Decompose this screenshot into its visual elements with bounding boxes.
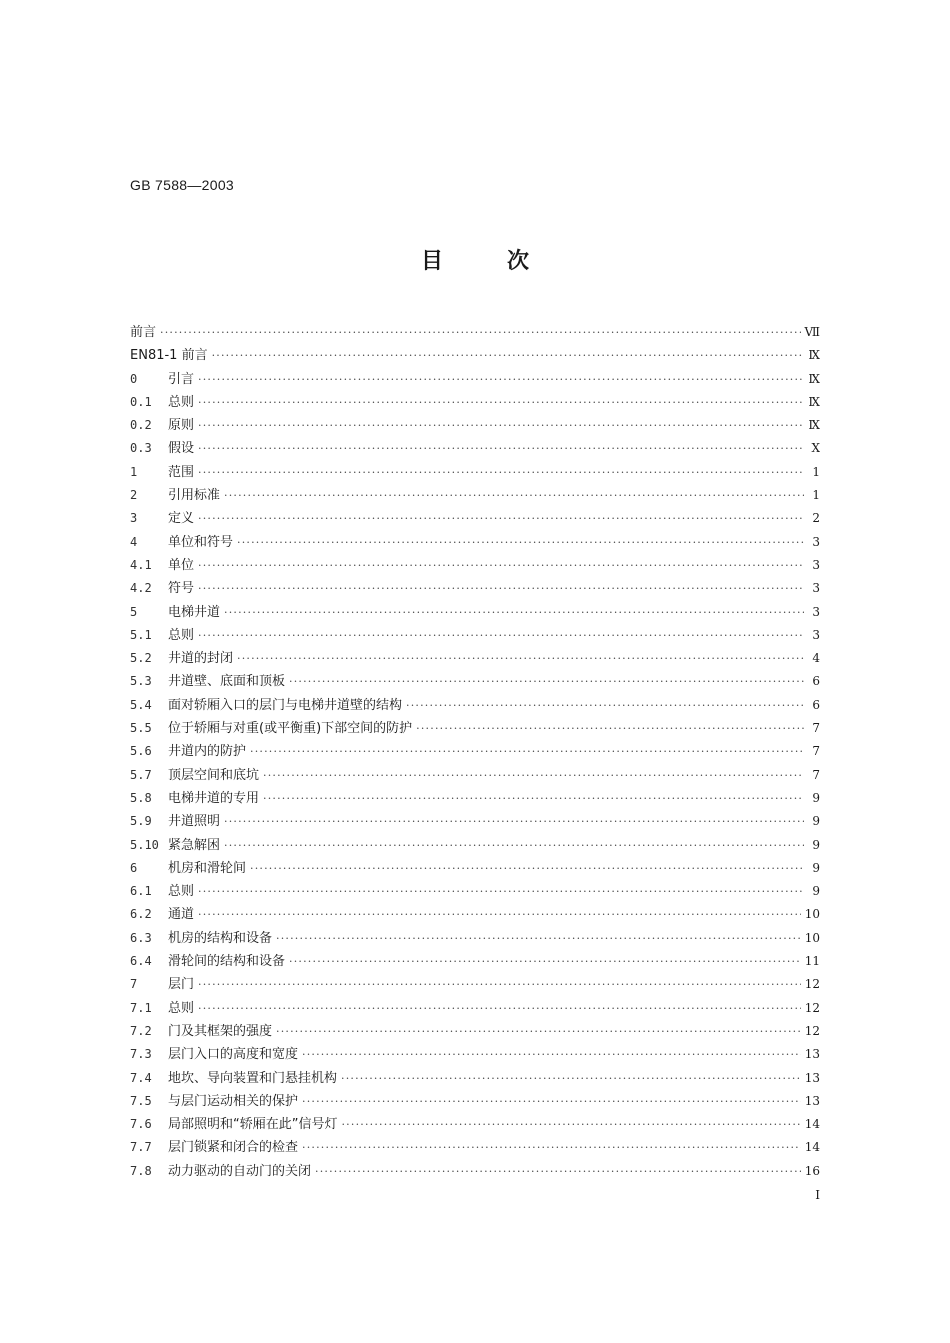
toc-entry-number: 5.5 [130, 721, 152, 736]
toc-entry[interactable] [130, 764, 820, 787]
toc-entry-label: 门及其框架的强度 [168, 1023, 273, 1039]
toc-leader-dots [341, 1113, 800, 1136]
toc-entry-page: 12 [804, 977, 820, 992]
toc-entry-page: Ⅹ [811, 441, 820, 456]
toc-leader-dots [289, 950, 801, 973]
toc-entry-label: 通道 [168, 907, 195, 923]
toc-entry[interactable] [130, 484, 820, 507]
toc-entry-label: 紧急解困 [168, 837, 221, 853]
toc-entry[interactable] [130, 1113, 820, 1136]
toc-entry-label: 顶层空间和底坑 [168, 767, 260, 783]
toc-title: 目次 [420, 249, 593, 274]
toc-entry-page: 7 [812, 721, 820, 736]
toc-leader-dots [263, 764, 804, 787]
toc-entry-number: 3 [130, 511, 138, 526]
toc-entry-number: 6.3 [130, 930, 152, 945]
toc-leader-dots [224, 601, 804, 624]
standard-code: GB 7588—2003 [130, 177, 235, 193]
toc-entry[interactable] [130, 647, 820, 670]
toc-entry[interactable] [130, 1160, 820, 1183]
toc-entry-number: 7.8 [130, 1163, 152, 1178]
toc-entry[interactable] [130, 787, 820, 810]
toc-entry-label: EN81-1 前言 [130, 348, 208, 364]
toc-entry-label: 假设 [168, 441, 195, 457]
toc-entry-label: 总则 [168, 1000, 195, 1016]
toc-entry-label: 面对轿厢入口的层门与电梯井道壁的结构 [168, 697, 403, 713]
toc-entry-label: 电梯井道的专用 [168, 790, 260, 806]
toc-entry-label: 井道壁、底面和顶板 [168, 674, 286, 690]
toc-entry[interactable] [130, 670, 820, 693]
toc-entry-number: 7.7 [130, 1140, 152, 1155]
toc-entry-page: Ⅸ [808, 348, 820, 363]
toc-entry-page: 13 [804, 1070, 820, 1085]
toc-entry[interactable] [130, 414, 820, 437]
toc-entry-number: 7.2 [130, 1023, 152, 1038]
toc-entry-page: 9 [812, 860, 820, 875]
toc-entry-page: 3 [812, 557, 820, 572]
toc-entry-label: 引言 [168, 371, 195, 387]
toc-entry-number: 0.2 [130, 418, 152, 433]
toc-entry-page: 10 [804, 930, 820, 945]
toc-entry-number: 6.2 [130, 907, 152, 922]
toc-entry-label: 符号 [168, 581, 195, 597]
toc-entry[interactable] [130, 834, 820, 857]
toc-entry-label: 层门锁紧和闭合的检查 [168, 1140, 299, 1156]
toc-entry-label: 层门入口的高度和宽度 [168, 1047, 299, 1063]
toc-entry-number: 5 [130, 604, 138, 619]
toc-entry-number: 5.3 [130, 674, 152, 689]
toc-entry-page: 3 [812, 604, 820, 619]
toc-entry-number: 4 [130, 534, 138, 549]
toc-entry[interactable] [130, 321, 820, 344]
toc-leader-dots [198, 368, 804, 391]
toc-leader-dots [406, 694, 804, 717]
toc-entry-label: 单位 [168, 557, 195, 573]
toc-entry-label: 局部照明和“轿厢在此”信号灯 [168, 1117, 338, 1133]
toc-entry-number: 5.1 [130, 627, 152, 642]
toc-entry[interactable] [130, 903, 820, 926]
toc-entry[interactable] [130, 624, 820, 647]
toc-entry-page: 13 [804, 1047, 820, 1062]
toc-leader-dots [198, 903, 801, 926]
toc-entry-page: 14 [804, 1140, 820, 1155]
table-of-contents [130, 321, 820, 1183]
toc-entry-number: 7.1 [130, 1000, 152, 1015]
toc-entry[interactable] [130, 973, 820, 996]
toc-entry[interactable] [130, 507, 820, 530]
toc-leader-dots [224, 834, 804, 857]
toc-leader-dots [302, 1136, 801, 1159]
toc-entry[interactable] [130, 1090, 820, 1113]
toc-entry-number: 7.5 [130, 1093, 152, 1108]
toc-entry-number: 5.4 [130, 697, 152, 712]
toc-entry-page: 16 [804, 1163, 820, 1178]
toc-entry-label: 范围 [168, 464, 195, 480]
toc-leader-dots [198, 577, 804, 600]
toc-entry-page: 11 [804, 954, 820, 969]
toc-entry-label: 机房和滑轮间 [168, 860, 247, 876]
toc-entry-page: 3 [812, 534, 820, 549]
toc-leader-dots [302, 1043, 801, 1066]
toc-leader-dots [198, 880, 804, 903]
toc-leader-dots [315, 1160, 801, 1183]
toc-entry-number: 7 [130, 977, 138, 992]
toc-leader-dots [224, 484, 804, 507]
toc-entry-label: 机房的结构和设备 [168, 930, 273, 946]
toc-leader-dots [160, 321, 800, 344]
toc-leader-dots [276, 1020, 801, 1043]
toc-entry-number: 2 [130, 488, 138, 503]
toc-entry-number: 5.7 [130, 767, 152, 782]
toc-entry-number: 0.3 [130, 441, 152, 456]
toc-entry-number: 6 [130, 860, 138, 875]
toc-entry-page: 6 [812, 674, 820, 689]
toc-entry-label: 井道的封闭 [168, 651, 234, 667]
toc-entry-page: 1 [812, 488, 820, 503]
toc-entry-number: 6.1 [130, 884, 152, 899]
toc-entry[interactable] [130, 577, 820, 600]
toc-entry-label: 原则 [168, 418, 195, 434]
toc-entry-label: 总则 [168, 627, 195, 643]
toc-entry-label: 地坎、导向装置和门悬挂机构 [168, 1070, 338, 1086]
toc-entry-label: 滑轮间的结构和设备 [168, 954, 286, 970]
toc-entry[interactable] [130, 997, 820, 1020]
toc-entry[interactable] [130, 531, 820, 554]
toc-leader-dots [224, 810, 804, 833]
toc-entry-page: 12 [804, 1000, 820, 1015]
toc-entry-page: 6 [812, 697, 820, 712]
toc-entry-page: Ⅶ [804, 325, 820, 339]
toc-leader-dots [198, 997, 801, 1020]
toc-leader-dots [198, 973, 801, 996]
toc-entry[interactable] [130, 1067, 820, 1090]
toc-entry-label: 层门 [168, 977, 195, 993]
toc-entry-page: 13 [804, 1093, 820, 1108]
toc-entry[interactable] [130, 1043, 820, 1066]
toc-leader-dots [198, 554, 804, 577]
toc-entry-page: Ⅸ [808, 418, 820, 433]
toc-entry[interactable] [130, 461, 820, 484]
toc-leader-dots [237, 647, 804, 670]
toc-entry-page: 14 [804, 1117, 820, 1132]
toc-entry-page: Ⅸ [808, 371, 820, 386]
toc-entry-number: 5.2 [130, 651, 152, 666]
toc-entry-number: 7.3 [130, 1047, 152, 1062]
toc-entry-number: 4.1 [130, 557, 152, 572]
toc-entry-page: 12 [804, 1023, 820, 1038]
toc-entry[interactable] [130, 927, 820, 950]
toc-leader-dots [302, 1090, 801, 1113]
toc-entry-label: 井道内的防护 [168, 744, 247, 760]
toc-entry[interactable] [130, 601, 820, 624]
toc-leader-dots [341, 1067, 801, 1090]
toc-leader-dots [212, 344, 804, 367]
toc-entry[interactable] [130, 1136, 820, 1159]
toc-entry[interactable] [130, 1020, 820, 1043]
toc-entry[interactable] [130, 810, 820, 833]
page-number: Ⅰ [815, 1188, 820, 1202]
toc-entry-page: 9 [812, 884, 820, 899]
toc-leader-dots [289, 670, 804, 693]
toc-leader-dots [198, 624, 804, 647]
toc-leader-dots [263, 787, 804, 810]
toc-entry-page: Ⅸ [808, 394, 820, 409]
toc-entry-label: 前言 [130, 325, 157, 340]
toc-entry-page: 2 [812, 511, 820, 526]
toc-entry-label: 与层门运动相关的保护 [168, 1093, 299, 1109]
toc-entry-label: 动力驱动的自动门的关闭 [168, 1163, 312, 1179]
toc-entry-page: 4 [812, 651, 820, 666]
toc-entry-number: 6.4 [130, 954, 152, 969]
toc-leader-dots [198, 414, 804, 437]
toc-entry-label: 位于轿厢与对重(或平衡重)下部空间的防护 [168, 721, 413, 737]
toc-entry-page: 9 [812, 814, 820, 829]
toc-leader-dots [198, 391, 804, 414]
toc-leader-dots [198, 507, 804, 530]
toc-entry-label: 引用标准 [168, 488, 221, 504]
toc-leader-dots [416, 717, 804, 740]
toc-leader-dots [198, 437, 804, 460]
toc-entry-number: 5.10 [130, 837, 159, 852]
toc-entry[interactable] [130, 391, 820, 414]
toc-entry[interactable] [130, 368, 820, 391]
toc-entry-page: 10 [804, 907, 820, 922]
toc-entry-number: 1 [130, 464, 138, 479]
toc-entry[interactable] [130, 694, 820, 717]
toc-entry[interactable] [130, 740, 820, 763]
toc-entry-page: 9 [812, 837, 820, 852]
toc-entry-label: 井道照明 [168, 814, 221, 830]
toc-entry-number: 5.8 [130, 790, 152, 805]
toc-entry-page: 3 [812, 581, 820, 596]
toc-entry-number: 7.6 [130, 1117, 152, 1132]
toc-entry-page: 7 [812, 767, 820, 782]
toc-entry-label: 电梯井道 [168, 604, 221, 620]
toc-leader-dots [198, 461, 804, 484]
toc-entry[interactable] [130, 717, 820, 740]
toc-entry[interactable] [130, 554, 820, 577]
toc-leader-dots [237, 531, 804, 554]
toc-entry-number: 4.2 [130, 581, 152, 596]
toc-entry-number: 5.9 [130, 814, 152, 829]
toc-entry-number: 7.4 [130, 1070, 152, 1085]
toc-entry-number: 5.6 [130, 744, 152, 759]
toc-entry-label: 单位和符号 [168, 534, 234, 550]
toc-entry-page: 7 [812, 744, 820, 759]
toc-entry[interactable] [130, 437, 820, 460]
toc-entry[interactable] [130, 950, 820, 973]
toc-entry-label: 定义 [168, 511, 195, 527]
toc-entry-number: 0.1 [130, 394, 152, 409]
toc-entry-page: 9 [812, 790, 820, 805]
toc-entry-label: 总则 [168, 884, 195, 900]
toc-entry-page: 3 [812, 627, 820, 642]
toc-leader-dots [250, 857, 804, 880]
toc-entry-label: 总则 [168, 394, 195, 410]
toc-leader-dots [276, 927, 801, 950]
toc-leader-dots [250, 740, 804, 763]
toc-entry[interactable] [130, 880, 820, 903]
toc-entry[interactable] [130, 344, 820, 367]
toc-entry[interactable] [130, 857, 820, 880]
toc-entry-page: 1 [812, 464, 820, 479]
toc-entry-number: 0 [130, 371, 138, 386]
